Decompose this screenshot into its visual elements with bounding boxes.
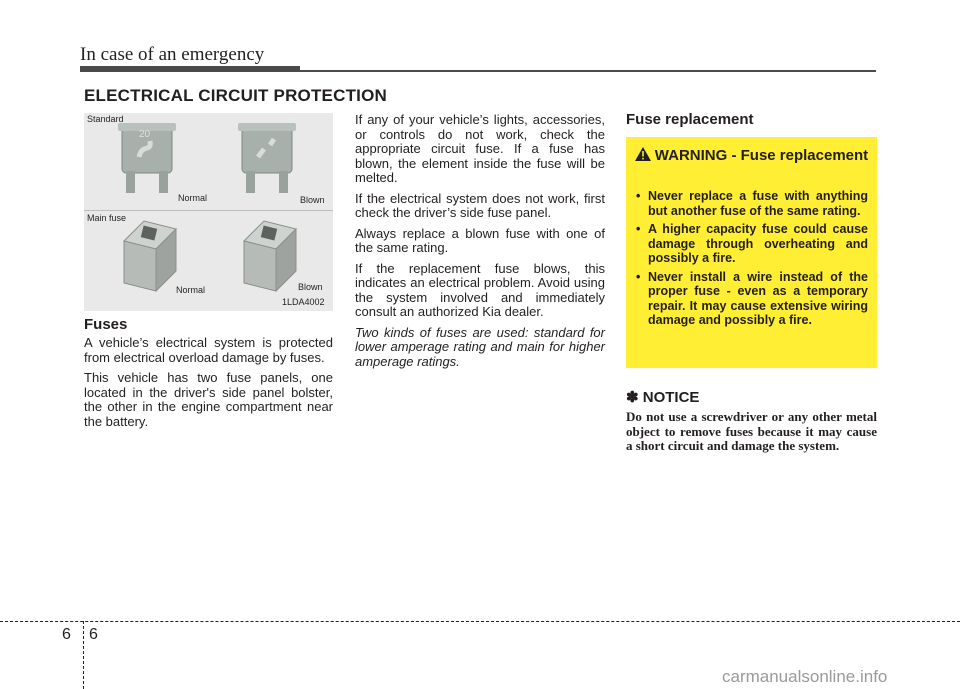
- label-normal-top: Normal: [178, 193, 208, 203]
- warning-item: • Never install a wire instead of the proper fuse - even as a temporary repair. It may cause extensive wiring damage and possibly a fire.: [636, 269, 868, 327]
- warning-title: WARNING - Fuse replacement: [654, 147, 869, 164]
- warning-title-row: [626, 147, 877, 164]
- section-title: ELECTRICAL CIRCUIT PROTECTION: [84, 86, 387, 105]
- header-title: In case of an emergency: [80, 44, 265, 65]
- middle-paragraph-5: Two kinds of fuses are used: standard for lower amperage rating and main for higher amperage ratings.: [355, 324, 605, 369]
- fuses-heading: Fuses: [84, 316, 128, 333]
- footer-divider: [0, 621, 960, 622]
- fuses-paragraph-1: A vehicle’s electrical system is protected from electrical overload damage by fuses.: [84, 335, 333, 365]
- fuses-text: [84, 336, 333, 435]
- warning-box: [626, 137, 877, 368]
- warning-list: [634, 189, 868, 332]
- warning-item-text: A higher capacity fuse could cause damage through overheating and possibly a fire.: [648, 222, 868, 265]
- main-fuse-blown: [244, 221, 296, 291]
- fuse-figure: [84, 113, 333, 311]
- header-bar-thin: [300, 70, 876, 72]
- notice-text: Do not use a screwdriver or any other metal object to remove fuses because it may cause a short circuit and damage the system.: [626, 409, 877, 453]
- middle-paragraph-1: If any of your vehicle’s lights, accessories, or controls do not work, check the appropriate circuit fuse. If a fuse has blown, the element inside the fuse will be melted.: [355, 112, 605, 185]
- fuse-rating-label: 20: [139, 129, 151, 140]
- chapter-number: 6: [62, 626, 71, 643]
- main-fuse-normal: [124, 221, 176, 291]
- label-standard: Standard: [87, 114, 124, 124]
- warning-item-text: Never install a wire instead of the proper fuse - even as a temporary repair. It may cause extensive wiring damage and possibly a fire.: [648, 269, 868, 327]
- warning-item-text: Never replace a fuse with anything but another fuse of the same rating.: [648, 189, 868, 218]
- figure-divider: [84, 210, 333, 211]
- page-number: 6: [89, 626, 98, 643]
- label-main-fuse: Main fuse: [87, 213, 127, 223]
- standard-fuse-blown: [238, 123, 296, 193]
- warning-item: • A higher capacity fuse could cause damage through overheating and possibly a fire.: [636, 222, 868, 265]
- middle-paragraph-2: If the electrical system does not work, first check the driver’s side fuse panel.: [355, 190, 605, 220]
- label-blown-top: Blown: [300, 195, 325, 205]
- fuses-paragraph-2: This vehicle has two fuse panels, one located in the driver's side panel bolster, the other in the engine compartment near the battery.: [84, 370, 333, 429]
- label-normal-bottom: Normal: [176, 285, 206, 295]
- header-bar-thick: [80, 66, 300, 72]
- warning-triangle-icon: [635, 147, 651, 161]
- fuse-illustration: [84, 113, 333, 311]
- fuse-replacement-heading: Fuse replacement: [626, 111, 754, 128]
- notice-title: ✽ NOTICE: [626, 389, 700, 406]
- footer-vertical-divider: [83, 621, 84, 689]
- figure-code: 1LDA4002: [282, 297, 325, 307]
- warning-item: • Never replace a fuse with anything but another fuse of the same rating.: [636, 189, 868, 218]
- middle-paragraph-3: Always replace a blown fuse with one of the same rating.: [355, 225, 605, 255]
- label-blown-bottom: Blown: [298, 282, 323, 292]
- middle-text: [355, 113, 605, 375]
- middle-paragraph-4: If the replacement fuse blows, this indicates an electrical problem. Avoid using the system involved and immediately consult an authorized Kia dealer.: [355, 260, 605, 319]
- watermark: carmanualsonline.info: [722, 667, 888, 686]
